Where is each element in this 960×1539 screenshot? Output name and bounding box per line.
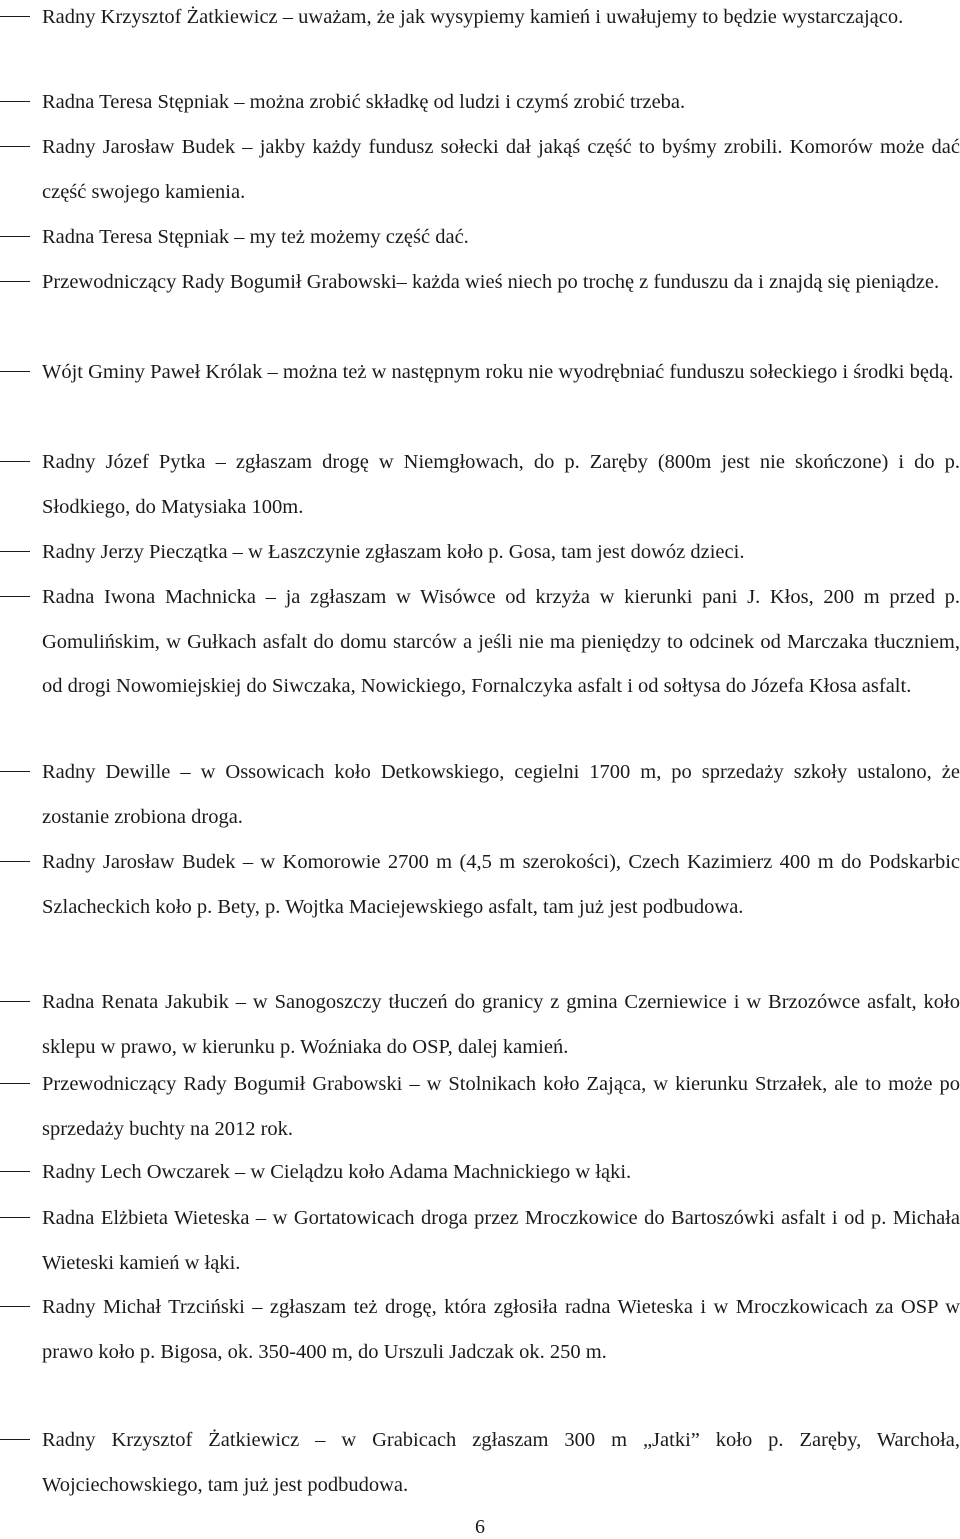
entry-text: Radna Renata Jakubik – w Sanogoszczy tłuczeń do granicy z gmina Czerniewice i w Brzozówce asfalt, koło sklepu w prawo, w kierunku p. Woźniaka do OSP, dalej kamień. — [42, 991, 960, 1058]
entry-text: Radny Dewille – w Ossowicach koło Detkowskiego, cegielni 1700 m, po sprzedaży szkoły ustalono, że zostanie zrobiona droga. — [42, 761, 960, 828]
entry-text: Radna Teresa Stępniak – można zrobić składkę od ludzi i czymś zrobić trzeba. — [42, 91, 686, 113]
entry-text: Radna Teresa Stępniak – my też możemy część dać. — [42, 226, 469, 248]
dash-bullet — [0, 371, 30, 372]
entry-text: Wójt Gminy Paweł Królak – można też w następnym roku nie wyodrębniać funduszu sołeckiego i środki będą. — [42, 361, 954, 383]
dash-bullet — [0, 1083, 30, 1084]
entry-text: Radny Michał Trzciński – zgłaszam też drogę, która zgłosiła radna Wieteska i w Mroczkowicach za OSP w prawo koło p. Bigosa, ok. 350-400 m, do Urszuli Jadczak ok. 250 m. — [42, 1296, 960, 1363]
dash-bullet — [0, 101, 30, 102]
page-number: 6 — [475, 1516, 485, 1538]
dash-bullet — [0, 461, 30, 462]
dash-bullet — [0, 281, 30, 282]
entry-text: Radny Józef Pytka – zgłaszam drogę w Niemgłowach, do p. Zaręby (800m jest nie skończone) i do p. Słodkiego, do Matysiaka 100m. — [42, 451, 960, 518]
entry-text: Radny Jerzy Pieczątka – w Łaszczynie zgłaszam koło p. Gosa, tam jest dowóz dzieci. — [42, 541, 745, 563]
dash-bullet — [0, 16, 30, 17]
dash-bullet — [0, 1439, 30, 1440]
entry-text: Przewodniczący Rady Bogumił Grabowski– każda wieś niech po trochę z funduszu da i znajdą się pieniądze. — [42, 271, 940, 293]
dash-bullet — [0, 1001, 30, 1002]
dash-bullet — [0, 146, 30, 147]
dash-bullet — [0, 771, 30, 772]
dash-bullet — [0, 1171, 30, 1172]
entry-text: Radny Jarosław Budek – w Komorowie 2700 m (4,5 m szerokości), Czech Kazimierz 400 m do Podskarbic Szlacheckich koło p. Bety, p. Wojtka Maciejewskiego asfalt, tam już jest podbudowa. — [42, 851, 960, 918]
dash-bullet — [0, 1306, 30, 1307]
entry-text: Radna Elżbieta Wieteska – w Gortatowicach droga przez Mroczkowice do Bartoszówki asfalt i od p. Michała Wieteski kamień w łąki. — [42, 1207, 960, 1274]
dash-bullet — [0, 551, 30, 552]
dash-bullet — [0, 596, 30, 597]
entry-text: Radny Krzysztof Żatkiewicz – w Grabicach zgłaszam 300 m „Jatki” koło p. Zaręby, Warchoła, Wojciechowskiego, tam już jest podbudowa. — [42, 1429, 960, 1496]
entry-text: Radny Jarosław Budek – jakby każdy fundusz sołecki dał jakąś część to byśmy zrobili. Komorów może dać część swojego kamienia. — [42, 136, 960, 203]
dash-bullet — [0, 236, 30, 237]
entry-text: Radny Lech Owczarek – w Cielądzu koło Adama Machnickiego w łąki. — [42, 1161, 632, 1183]
dash-bullet — [0, 861, 30, 862]
entry-text: Przewodniczący Rady Bogumił Grabowski – w Stolnikach koło Zająca, w kierunku Strzałek, ale to może po sprzedaży buchty na 2012 rok. — [42, 1073, 960, 1140]
entry-text: Radna Iwona Machnicka – ja zgłaszam w Wisówce od krzyża w kierunki pani J. Kłos, 200 m przed p. Gomulińskim, w Gułkach asfalt do domu starców a jeśli nie ma pieniędzy to odcinek od Marczaka tłuczniem, od drogi Nowomiejskiej do Siwczaka, Nowickiego, Fornalczyka asfalt i od sołtysa do Józefa Kłosa asfalt. — [42, 586, 960, 698]
dash-bullet — [0, 1217, 30, 1218]
entry-text: Radny Krzysztof Żatkiewicz – uważam, że jak wysypiemy kamień i uwałujemy to będzie wystarczająco. — [42, 6, 904, 28]
